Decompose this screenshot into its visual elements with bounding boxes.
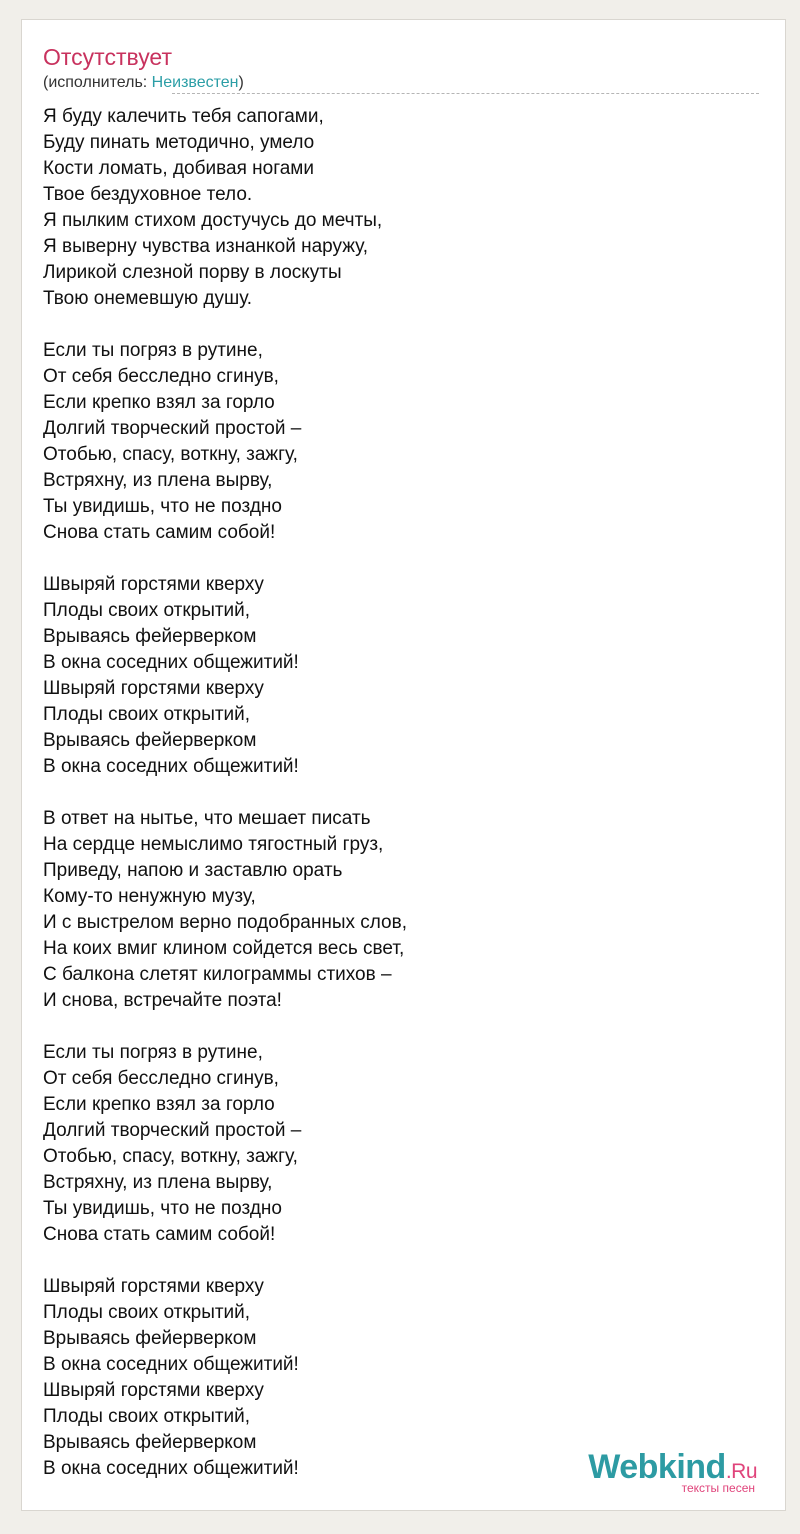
- lyric-line: Если ты погряз в рутине,: [43, 1042, 263, 1063]
- lyric-line: В ответ на нытье, что мешает писать: [43, 808, 371, 829]
- lyric-line: И снова, встречайте поэта!: [43, 990, 282, 1011]
- lyric-line: Отобью, спасу, воткну, зажгу,: [43, 1146, 298, 1167]
- lyric-line: Ты увидишь, что не поздно: [43, 496, 282, 517]
- song-title: Отсутствует: [43, 44, 172, 70]
- lyric-line: Снова стать самим собой!: [43, 1224, 276, 1245]
- lyric-line: Если ты погряз в рутине,: [43, 340, 263, 361]
- lyric-line: Плоды своих открытий,: [43, 704, 251, 725]
- lyric-line: С балкона слетят килограммы стихов –: [43, 964, 392, 985]
- lyrics-stanza: [43, 572, 407, 780]
- lyrics-body: [43, 104, 407, 1508]
- lyric-line: Буду пинать методично, умело: [43, 132, 315, 153]
- header-divider: [172, 93, 759, 94]
- lyrics-card: [21, 19, 786, 1511]
- lyric-line: Кости ломать, добивая ногами: [43, 158, 314, 179]
- lyric-line: Если крепко взял за горло: [43, 1094, 275, 1115]
- lyric-line: Врываясь фейерверком: [43, 1432, 257, 1453]
- lyric-line: Кому-то ненужную музу,: [43, 886, 256, 907]
- lyric-line: В окна соседних общежитий!: [43, 1354, 299, 1375]
- lyric-line: Я выверну чувства изнанкой наружу,: [43, 236, 369, 257]
- logo-main-text: Webkind: [588, 1448, 726, 1486]
- logo-tagline: тексты песен: [681, 1481, 755, 1495]
- lyric-line: Врываясь фейерверком: [43, 1328, 257, 1349]
- artist-prefix: (исполнитель:: [43, 74, 152, 91]
- artist-suffix: ): [238, 74, 244, 91]
- lyric-line: Отобью, спасу, воткну, зажгу,: [43, 444, 298, 465]
- lyric-line: В окна соседних общежитий!: [43, 756, 299, 777]
- lyric-line: От себя бесследно сгинув,: [43, 366, 279, 387]
- lyric-line: Плоды своих открытий,: [43, 1406, 251, 1427]
- lyric-line: Швыряй горстями кверху: [43, 1380, 264, 1401]
- lyric-line: Я пылким стихом достучусь до мечты,: [43, 210, 383, 231]
- lyric-line: Врываясь фейерверком: [43, 626, 257, 647]
- lyric-line: Ты увидишь, что не поздно: [43, 1198, 282, 1219]
- lyric-line: В окна соседних общежитий!: [43, 1458, 299, 1479]
- lyrics-stanza: [43, 1040, 407, 1248]
- lyrics-stanza: [43, 1274, 407, 1482]
- lyric-line: И с выстрелом верно подобранных слов,: [43, 912, 407, 933]
- lyric-line: Швыряй горстями кверху: [43, 678, 264, 699]
- lyric-line: Приведу, напою и заставлю орать: [43, 860, 343, 881]
- lyric-line: Долгий творческий простой –: [43, 1120, 302, 1141]
- lyric-line: Снова стать самим собой!: [43, 522, 276, 543]
- artist-line: [43, 72, 244, 94]
- lyric-line: Встряхну, из плена вырву,: [43, 1172, 273, 1193]
- logo-tld: .Ru: [725, 1460, 757, 1483]
- lyric-line: Твою онемевшую душу.: [43, 288, 253, 309]
- lyric-line: Твое бездуховное тело.: [43, 184, 253, 205]
- site-logo[interactable]: [588, 1448, 757, 1495]
- lyric-line: Плоды своих открытий,: [43, 600, 251, 621]
- lyric-line: Лирикой слезной порву в лоскуты: [43, 262, 342, 283]
- artist-link[interactable]: Неизвестен: [151, 74, 239, 91]
- lyrics-stanza: [43, 806, 407, 1014]
- lyric-line: Долгий творческий простой –: [43, 418, 302, 439]
- lyric-line: В окна соседних общежитий!: [43, 652, 299, 673]
- lyrics-stanza: [43, 104, 407, 312]
- lyric-line: Я буду калечить тебя сапогами,: [43, 106, 324, 127]
- lyric-line: Если крепко взял за горло: [43, 392, 275, 413]
- lyric-line: Швыряй горстями кверху: [43, 1276, 264, 1297]
- lyric-line: Встряхну, из плена вырву,: [43, 470, 273, 491]
- lyric-line: Плоды своих открытий,: [43, 1302, 251, 1323]
- lyric-line: На сердце немыслимо тягостный груз,: [43, 834, 384, 855]
- lyric-line: Швыряй горстями кверху: [43, 574, 264, 595]
- lyric-line: Врываясь фейерверком: [43, 730, 257, 751]
- lyrics-stanza: [43, 338, 407, 546]
- lyric-line: От себя бесследно сгинув,: [43, 1068, 279, 1089]
- lyric-line: На коих вмиг клином сойдется весь свет,: [43, 938, 405, 959]
